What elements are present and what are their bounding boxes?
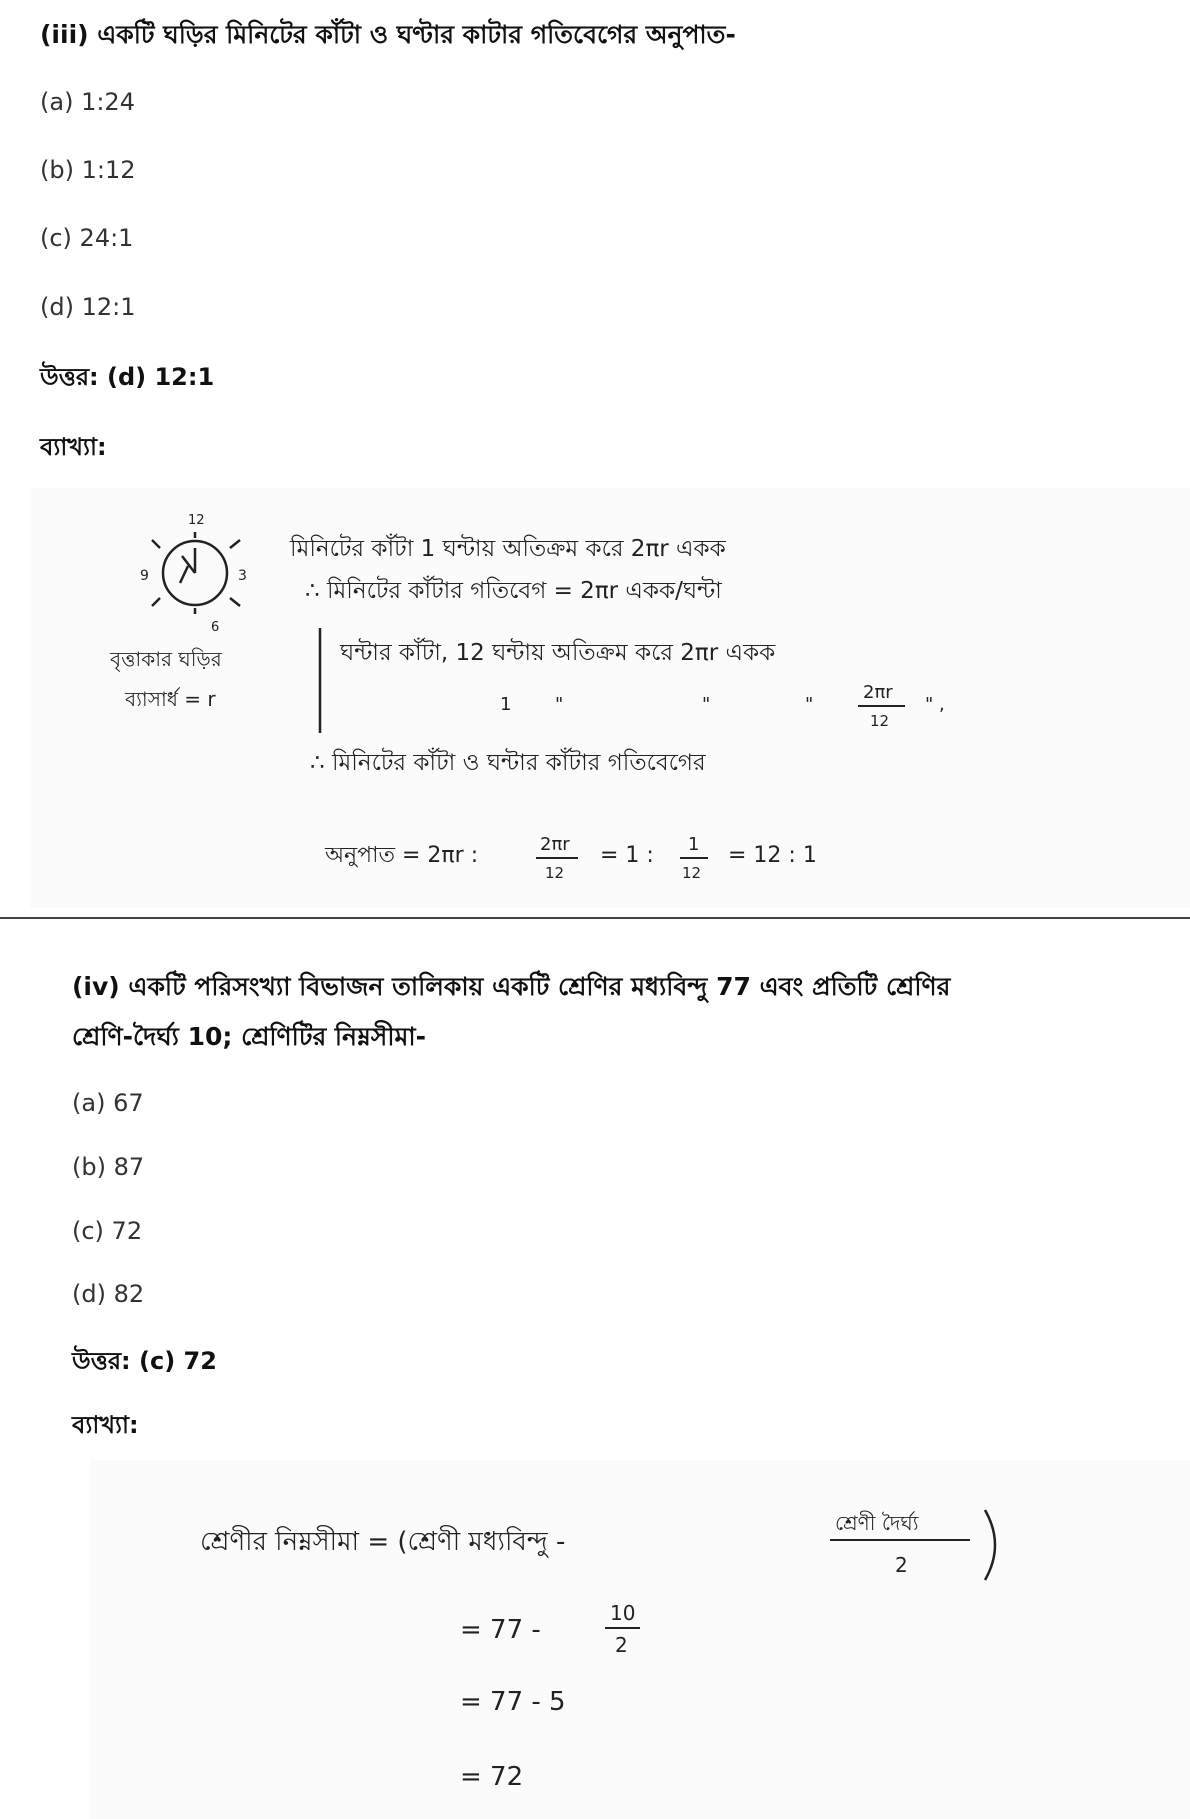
- answer-text: উত্তর: (d) 12:1: [40, 363, 215, 391]
- hand-line-4-e: " ,: [925, 694, 945, 715]
- explanation-label: ব্যাখ্যা:: [72, 1411, 139, 1439]
- clock-label-3: 3: [238, 568, 247, 584]
- hand-line-3: ঘন্টার কাঁটা, 12 ঘন্টায় অতিক্রম করে 2πr একক: [340, 640, 776, 666]
- hand-line-2-num: 10: [610, 1601, 636, 1625]
- option-d: (d) 82: [72, 1280, 145, 1308]
- hand-line-5: ∴ মিনিটের কাঁটা ও ঘন্টার কাঁটার গতিবেগের: [310, 750, 706, 776]
- section-divider: [0, 917, 1190, 919]
- clock-label-6: 6: [211, 620, 220, 635]
- hand-line-6-a: অনুপাত = 2πr :: [325, 843, 479, 868]
- option-b: (b) 87: [72, 1153, 145, 1181]
- handwritten-solution: [30, 488, 1190, 908]
- answer-text: উত্তর: (c) 72: [72, 1347, 217, 1375]
- hand-line-4-num: 2πr: [863, 682, 893, 703]
- hand-line-6-num2: 1: [688, 834, 700, 855]
- option-a: (a) 1:24: [40, 88, 135, 116]
- hand-line-1-lhs: শ্রেণীর নিম্নসীমা = (শ্রেণী মধ্যবিন্দু -: [200, 1527, 566, 1557]
- handwritten-explanation-image: [90, 1460, 1190, 1819]
- hand-line-6-b: = 1 :: [600, 843, 654, 868]
- hand-line-2-den: 2: [615, 1633, 628, 1657]
- hand-line-6-den2: 12: [682, 864, 702, 882]
- option-a: (a) 67: [72, 1089, 144, 1117]
- hand-line-4-d: ": [805, 694, 814, 715]
- clock-label-12: 12: [188, 513, 205, 528]
- hand-line-4-a: 1: [500, 694, 512, 715]
- side-label-2: ব্যাসার্ধ = r: [125, 687, 216, 711]
- explanation-label: ব্যাখ্যা:: [40, 433, 107, 461]
- hand-line-1: মিনিটের কাঁটা 1 ঘন্টায় অতিক্রম করে 2πr একক: [290, 536, 726, 562]
- hand-line-6-den1: 12: [545, 864, 565, 882]
- hand-line-6-num1: 2πr: [540, 834, 570, 855]
- handwritten-solution: [90, 1460, 1190, 1819]
- question-iv-title-line1: (iv) একটি পরিসংখ্যা বিভাজন তালিকায় একটি শ্রেণির মধ্যবিন্দু 77 এবং প্রতিটি শ্রেণির: [72, 972, 951, 1001]
- clock-label-9: 9: [140, 568, 149, 584]
- side-label-1: বৃত্তাকার ঘড়ির: [110, 647, 222, 671]
- question-iv-title-line2: শ্রেণি-দৈর্ঘ্য 10; শ্রেণিটির নিম্নসীমা-: [72, 1022, 426, 1051]
- hand-line-1-frac-den: 2: [895, 1553, 908, 1577]
- hand-line-6-c: = 12 : 1: [728, 843, 817, 868]
- clock-drawing: [152, 532, 240, 614]
- question-iii-title: (iii) একটি ঘড়ির মিনিটের কাঁটা ও ঘণ্টার কাটার গতিবেগের অনুপাত-: [40, 20, 736, 49]
- option-c: (c) 72: [72, 1217, 143, 1245]
- option-c: (c) 24:1: [40, 224, 134, 252]
- hand-line-4: = 72: [460, 1762, 524, 1792]
- hand-line-1-frac-num: শ্রেণী দৈর্ঘ্য: [835, 1511, 919, 1535]
- hand-line-2-prefix: = 77 -: [460, 1615, 541, 1645]
- hand-line-4-b: ": [555, 694, 564, 715]
- hand-line-3: = 77 - 5: [460, 1687, 566, 1717]
- hand-line-4-c: ": [702, 694, 711, 715]
- option-d: (d) 12:1: [40, 293, 136, 321]
- handwritten-explanation-image: [30, 488, 1190, 908]
- option-b: (b) 1:12: [40, 156, 136, 184]
- hand-line-2: ∴ মিনিটের কাঁটার গতিবেগ = 2πr একক/ঘন্টা: [305, 578, 722, 604]
- hand-line-4-den: 12: [870, 712, 890, 730]
